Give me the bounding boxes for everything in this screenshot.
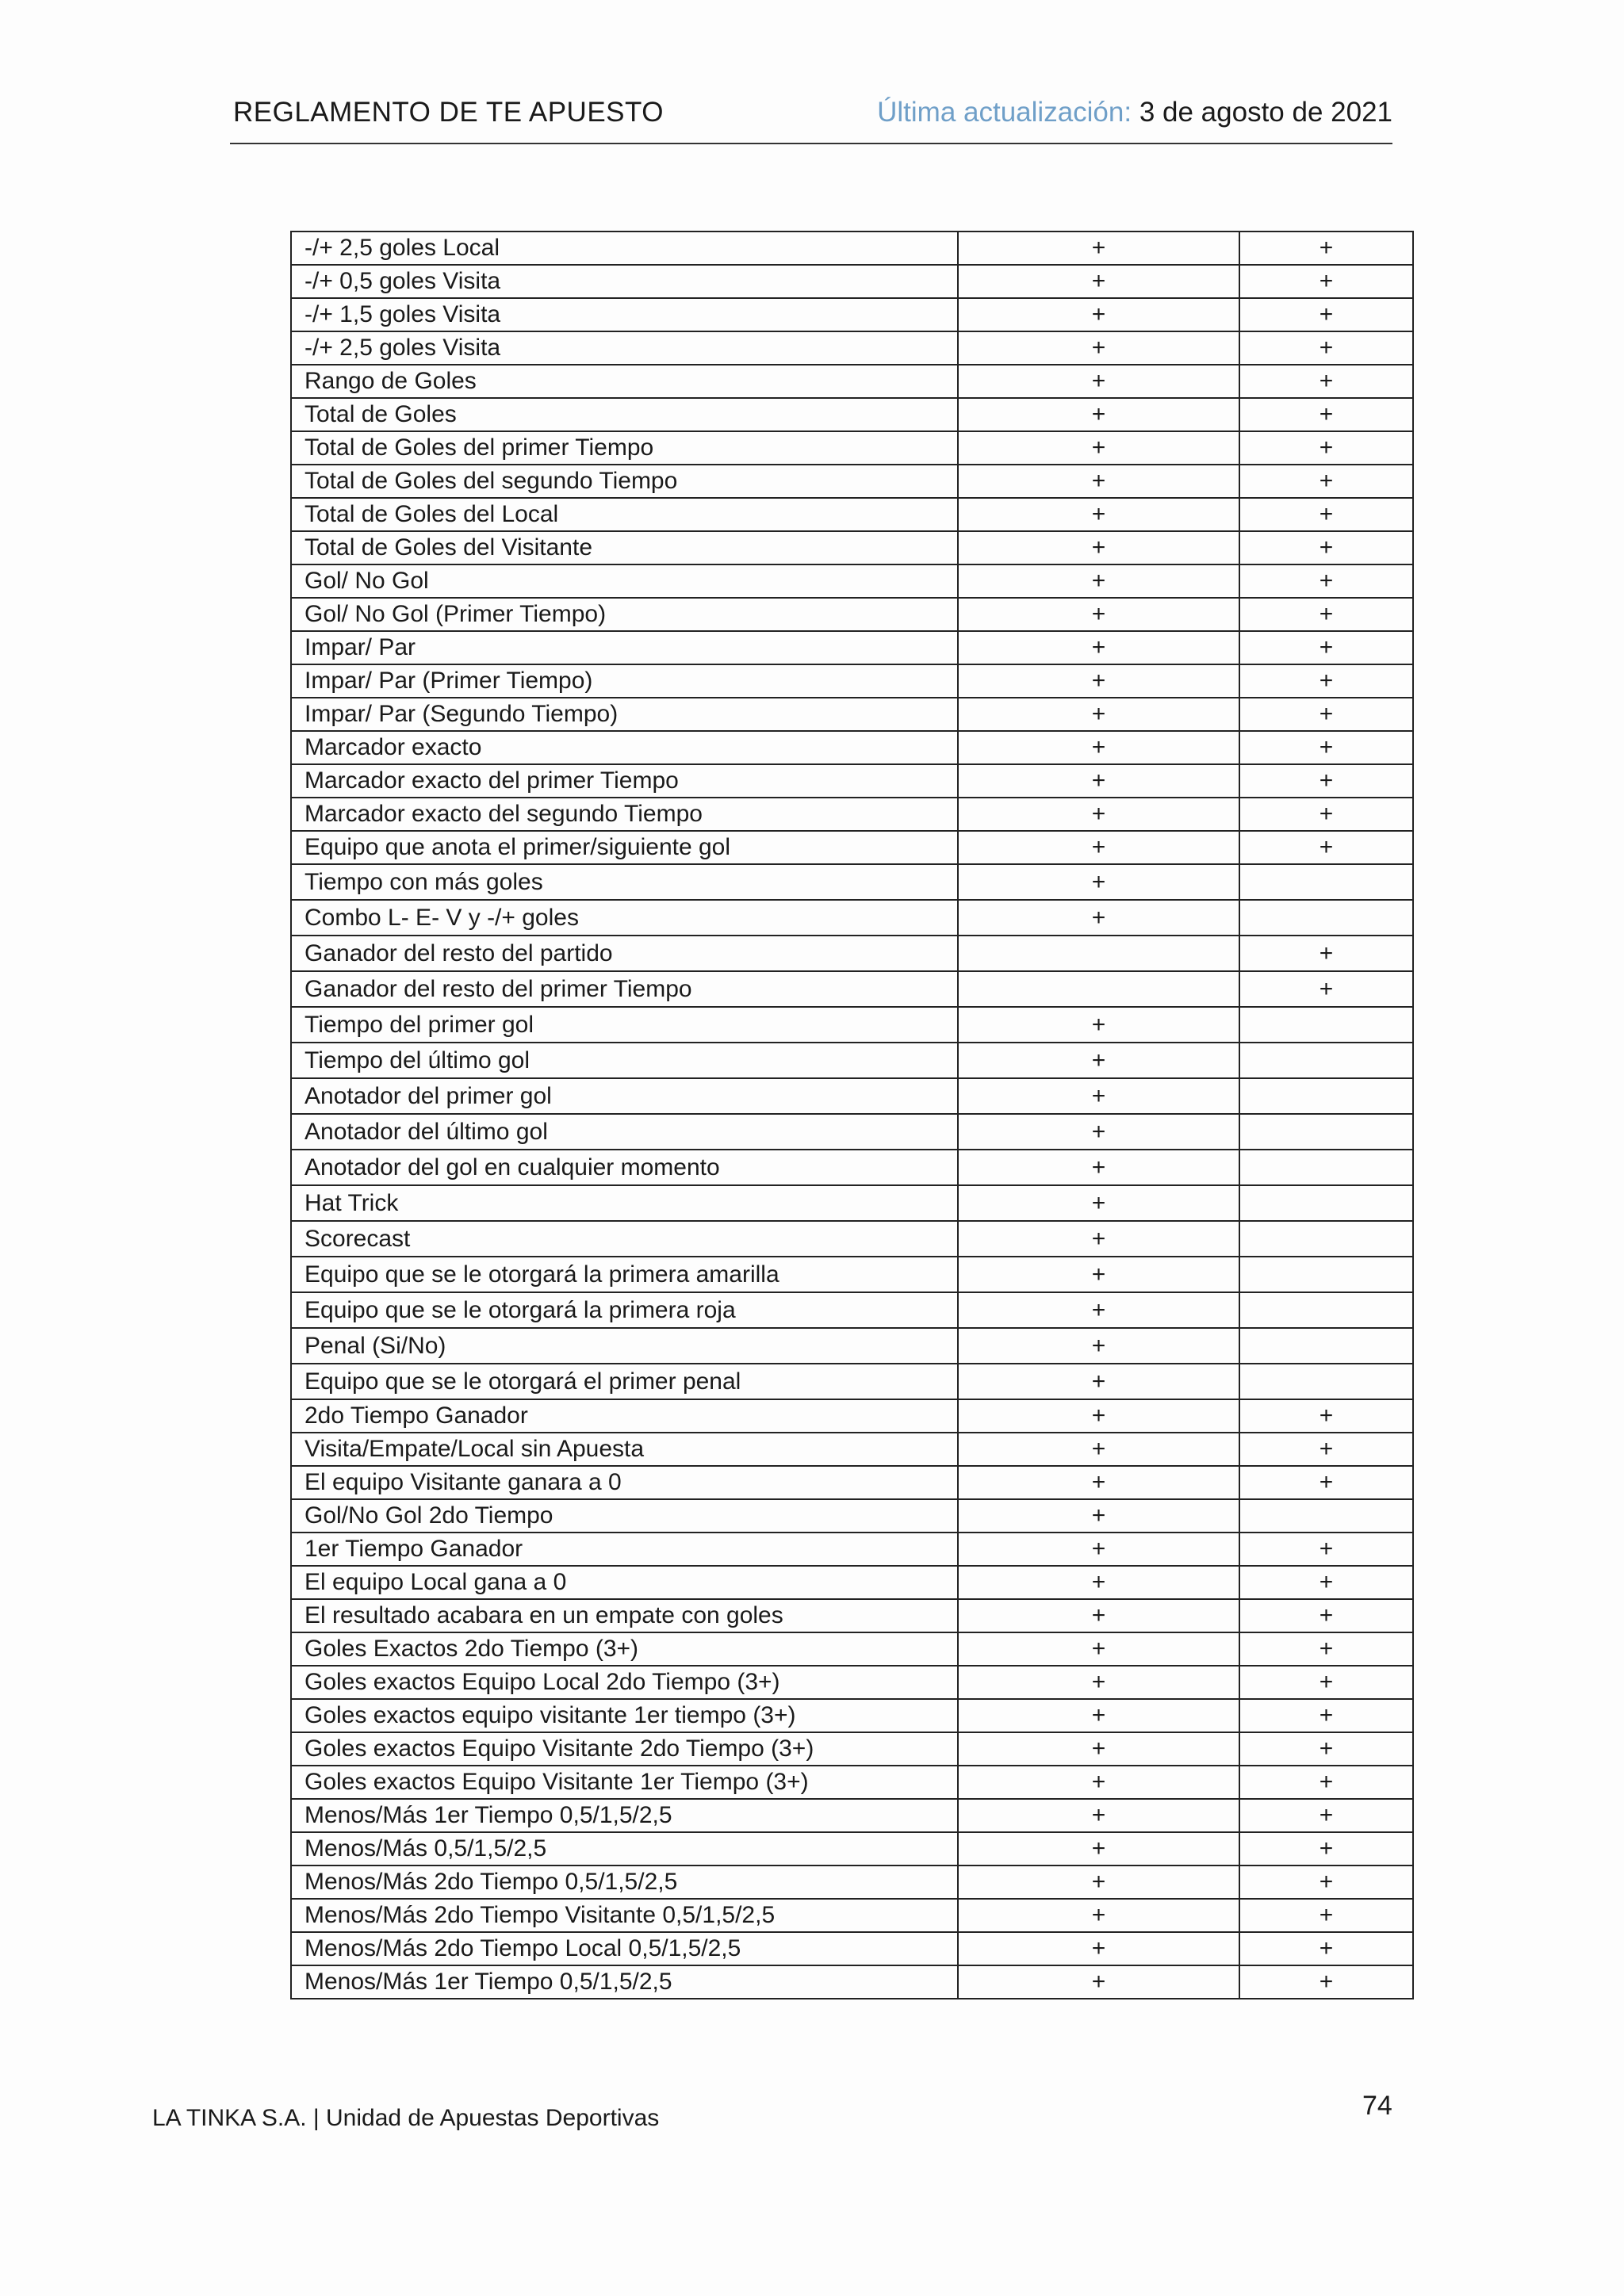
column-2-mark: + — [958, 1466, 1239, 1499]
bet-type-cell: Penal (Si/No) — [291, 1328, 958, 1364]
column-3-mark — [1239, 1114, 1413, 1150]
column-2-mark: + — [958, 331, 1239, 365]
column-3-mark: + — [1239, 398, 1413, 431]
table-row — [291, 971, 1413, 1007]
column-2-mark: + — [958, 1150, 1239, 1185]
bet-type-cell: Equipo que se le otorgará la primera amarilla — [291, 1257, 958, 1292]
column-3-mark — [1239, 1257, 1413, 1292]
column-3-mark — [1239, 1221, 1413, 1257]
table-row — [291, 1832, 1413, 1866]
column-2-mark: + — [958, 1732, 1239, 1766]
column-3-mark: + — [1239, 1632, 1413, 1666]
column-3-mark: + — [1239, 1766, 1413, 1799]
column-3-mark: + — [1239, 1433, 1413, 1466]
last-updated — [877, 97, 1392, 128]
column-3-mark: + — [1239, 1699, 1413, 1732]
column-3-mark: + — [1239, 465, 1413, 498]
column-2-mark: + — [958, 1364, 1239, 1399]
table-row — [291, 1043, 1413, 1078]
column-2-mark: + — [958, 498, 1239, 531]
bet-types-table-body — [291, 232, 1413, 1999]
table-row — [291, 232, 1413, 265]
column-3-mark: + — [1239, 531, 1413, 564]
table-row — [291, 298, 1413, 331]
table-row — [291, 465, 1413, 498]
bet-type-cell: Tiempo del último gol — [291, 1043, 958, 1078]
footer-company: LA TINKA S.A. | Unidad de Apuestas Deportivas — [152, 2105, 660, 2131]
table-row — [291, 631, 1413, 664]
column-3-mark: + — [1239, 971, 1413, 1007]
column-2-mark: + — [958, 465, 1239, 498]
bet-type-cell: -/+ 2,5 goles Local — [291, 232, 958, 265]
bet-type-cell: Equipo que se le otorgará la primera roja — [291, 1292, 958, 1328]
page-header — [230, 97, 1392, 144]
column-3-mark — [1239, 1150, 1413, 1185]
column-3-mark: + — [1239, 1666, 1413, 1699]
column-2-mark: + — [958, 900, 1239, 936]
bet-type-cell: Tiempo del primer gol — [291, 1007, 958, 1043]
column-2-mark: + — [958, 1965, 1239, 1999]
bet-type-cell: Menos/Más 2do Tiempo Local 0,5/1,5/2,5 — [291, 1932, 958, 1965]
bet-type-cell: Marcador exacto del segundo Tiempo — [291, 798, 958, 831]
table-row — [291, 1078, 1413, 1114]
table-row — [291, 1257, 1413, 1292]
table-row — [291, 1399, 1413, 1433]
document-title: REGLAMENTO DE TE APUESTO — [233, 97, 664, 128]
table-row — [291, 564, 1413, 598]
column-3-mark — [1239, 1499, 1413, 1533]
column-2-mark: + — [958, 1766, 1239, 1799]
bet-type-cell: Equipo que se le otorgará el primer penal — [291, 1364, 958, 1399]
column-3-mark — [1239, 900, 1413, 936]
column-3-mark: + — [1239, 1399, 1413, 1433]
table-row — [291, 798, 1413, 831]
column-2-mark: + — [958, 1499, 1239, 1533]
column-2-mark — [958, 936, 1239, 971]
column-2-mark: + — [958, 1599, 1239, 1632]
column-2-mark — [958, 971, 1239, 1007]
column-3-mark: + — [1239, 1932, 1413, 1965]
column-3-mark: + — [1239, 1533, 1413, 1566]
bet-type-cell: Menos/Más 1er Tiempo 0,5/1,5/2,5 — [291, 1965, 958, 1999]
column-2-mark: + — [958, 1399, 1239, 1433]
table-row — [291, 1150, 1413, 1185]
page-number: 74 — [1362, 2091, 1392, 2121]
column-3-mark: + — [1239, 1965, 1413, 1999]
column-2-mark: + — [958, 564, 1239, 598]
table-row — [291, 698, 1413, 731]
column-3-mark: + — [1239, 1566, 1413, 1599]
column-2-mark: + — [958, 1699, 1239, 1732]
table-row — [291, 1533, 1413, 1566]
table-row — [291, 1732, 1413, 1766]
bet-type-cell: -/+ 2,5 goles Visita — [291, 331, 958, 365]
table-row — [291, 531, 1413, 564]
bet-type-cell: Impar/ Par (Segundo Tiempo) — [291, 698, 958, 731]
column-3-mark: + — [1239, 1866, 1413, 1899]
column-2-mark: + — [958, 265, 1239, 298]
column-3-mark: + — [1239, 631, 1413, 664]
bet-type-cell: Anotador del primer gol — [291, 1078, 958, 1114]
table-row — [291, 1185, 1413, 1221]
column-3-mark — [1239, 1078, 1413, 1114]
bet-type-cell: Marcador exacto — [291, 731, 958, 764]
table-row — [291, 598, 1413, 631]
column-2-mark: + — [958, 1257, 1239, 1292]
column-2-mark: + — [958, 232, 1239, 265]
bet-type-cell: Total de Goles del primer Tiempo — [291, 431, 958, 465]
table-row — [291, 1466, 1413, 1499]
column-3-mark — [1239, 1328, 1413, 1364]
bet-type-cell: Tiempo con más goles — [291, 864, 958, 900]
table-row — [291, 1599, 1413, 1632]
column-3-mark: + — [1239, 936, 1413, 971]
table-row — [291, 1221, 1413, 1257]
table-row — [291, 331, 1413, 365]
table-row — [291, 431, 1413, 465]
table-row — [291, 900, 1413, 936]
bet-type-cell: Gol/No Gol 2do Tiempo — [291, 1499, 958, 1533]
bet-type-cell: Hat Trick — [291, 1185, 958, 1221]
column-3-mark — [1239, 1364, 1413, 1399]
bet-type-cell: Total de Goles del segundo Tiempo — [291, 465, 958, 498]
bet-type-cell: Menos/Más 2do Tiempo Visitante 0,5/1,5/2,5 — [291, 1899, 958, 1932]
table-row — [291, 1433, 1413, 1466]
bet-type-cell: Goles exactos equipo visitante 1er tiempo (3+) — [291, 1699, 958, 1732]
bet-type-cell: El equipo Local gana a 0 — [291, 1566, 958, 1599]
column-2-mark: + — [958, 1899, 1239, 1932]
last-updated-label: Última actualización: — [877, 97, 1132, 128]
bet-type-cell: Rango de Goles — [291, 365, 958, 398]
table-row — [291, 936, 1413, 971]
column-2-mark: + — [958, 831, 1239, 864]
table-row — [291, 664, 1413, 698]
column-2-mark: + — [958, 1043, 1239, 1078]
column-3-mark: + — [1239, 498, 1413, 531]
bet-type-cell: Scorecast — [291, 1221, 958, 1257]
bet-type-cell: Gol/ No Gol — [291, 564, 958, 598]
table-row — [291, 1007, 1413, 1043]
column-3-mark: + — [1239, 1466, 1413, 1499]
column-3-mark — [1239, 1185, 1413, 1221]
table-row — [291, 1932, 1413, 1965]
bet-type-cell: El equipo Visitante ganara a 0 — [291, 1466, 958, 1499]
table-row — [291, 864, 1413, 900]
column-2-mark: + — [958, 1566, 1239, 1599]
bet-type-cell: 1er Tiempo Ganador — [291, 1533, 958, 1566]
table-row — [291, 831, 1413, 864]
column-2-mark: + — [958, 1292, 1239, 1328]
bet-type-cell: Anotador del último gol — [291, 1114, 958, 1150]
column-2-mark: + — [958, 1433, 1239, 1466]
column-3-mark: + — [1239, 1599, 1413, 1632]
table-row — [291, 1965, 1413, 1999]
column-2-mark: + — [958, 598, 1239, 631]
table-row — [291, 365, 1413, 398]
column-2-mark: + — [958, 365, 1239, 398]
bet-type-cell: Total de Goles del Local — [291, 498, 958, 531]
bet-type-cell: Total de Goles — [291, 398, 958, 431]
column-3-mark: + — [1239, 1899, 1413, 1932]
table-row — [291, 764, 1413, 798]
column-2-mark: + — [958, 798, 1239, 831]
column-3-mark: + — [1239, 265, 1413, 298]
table-row — [291, 1114, 1413, 1150]
table-row — [291, 1666, 1413, 1699]
bet-type-cell: El resultado acabara en un empate con goles — [291, 1599, 958, 1632]
table-row — [291, 731, 1413, 764]
column-3-mark: + — [1239, 365, 1413, 398]
bet-type-cell: -/+ 1,5 goles Visita — [291, 298, 958, 331]
column-2-mark: + — [958, 1007, 1239, 1043]
bet-type-cell: Impar/ Par (Primer Tiempo) — [291, 664, 958, 698]
bet-type-cell: Menos/Más 1er Tiempo 0,5/1,5/2,5 — [291, 1799, 958, 1832]
table-row — [291, 1899, 1413, 1932]
column-3-mark: + — [1239, 232, 1413, 265]
table-row — [291, 1566, 1413, 1599]
bet-type-cell: Visita/Empate/Local sin Apuesta — [291, 1433, 958, 1466]
column-3-mark: + — [1239, 731, 1413, 764]
column-2-mark: + — [958, 1221, 1239, 1257]
bet-type-cell: Goles exactos Equipo Visitante 1er Tiempo (3+) — [291, 1766, 958, 1799]
bet-type-cell: Menos/Más 2do Tiempo 0,5/1,5/2,5 — [291, 1866, 958, 1899]
column-2-mark: + — [958, 531, 1239, 564]
column-3-mark — [1239, 1043, 1413, 1078]
column-3-mark: + — [1239, 431, 1413, 465]
bet-type-cell: Goles exactos Equipo Visitante 2do Tiempo (3+) — [291, 1732, 958, 1766]
bet-type-cell: Menos/Más 0,5/1,5/2,5 — [291, 1832, 958, 1866]
bet-type-cell: Ganador del resto del primer Tiempo — [291, 971, 958, 1007]
column-3-mark: + — [1239, 1732, 1413, 1766]
column-2-mark: + — [958, 1185, 1239, 1221]
table-row — [291, 1328, 1413, 1364]
bet-type-cell: Marcador exacto del primer Tiempo — [291, 764, 958, 798]
last-updated-date: 3 de agosto de 2021 — [1139, 97, 1392, 128]
table-row — [291, 1866, 1413, 1899]
column-2-mark: + — [958, 764, 1239, 798]
bet-type-cell: -/+ 0,5 goles Visita — [291, 265, 958, 298]
column-2-mark: + — [958, 731, 1239, 764]
column-2-mark: + — [958, 698, 1239, 731]
bet-type-cell: Total de Goles del Visitante — [291, 531, 958, 564]
column-2-mark: + — [958, 398, 1239, 431]
table-row — [291, 1292, 1413, 1328]
column-3-mark — [1239, 1007, 1413, 1043]
column-3-mark: + — [1239, 598, 1413, 631]
table-row — [291, 1799, 1413, 1832]
column-2-mark: + — [958, 1832, 1239, 1866]
bet-types-table — [290, 231, 1414, 1999]
column-2-mark: + — [958, 1114, 1239, 1150]
column-2-mark: + — [958, 431, 1239, 465]
column-3-mark: + — [1239, 764, 1413, 798]
column-2-mark: + — [958, 1632, 1239, 1666]
column-2-mark: + — [958, 1666, 1239, 1699]
table-row — [291, 1632, 1413, 1666]
column-3-mark: + — [1239, 331, 1413, 365]
column-2-mark: + — [958, 1078, 1239, 1114]
column-3-mark — [1239, 1292, 1413, 1328]
column-3-mark: + — [1239, 798, 1413, 831]
bet-type-cell: Gol/ No Gol (Primer Tiempo) — [291, 598, 958, 631]
table-row — [291, 1766, 1413, 1799]
bet-type-cell: Goles exactos Equipo Local 2do Tiempo (3+) — [291, 1666, 958, 1699]
table-row — [291, 1364, 1413, 1399]
column-3-mark: + — [1239, 831, 1413, 864]
column-2-mark: + — [958, 298, 1239, 331]
column-3-mark: + — [1239, 298, 1413, 331]
bet-type-cell: Anotador del gol en cualquier momento — [291, 1150, 958, 1185]
bet-type-cell: Ganador del resto del partido — [291, 936, 958, 971]
column-2-mark: + — [958, 631, 1239, 664]
column-2-mark: + — [958, 1799, 1239, 1832]
bet-type-cell: Equipo que anota el primer/siguiente gol — [291, 831, 958, 864]
table-row — [291, 498, 1413, 531]
bet-type-cell: Goles Exactos 2do Tiempo (3+) — [291, 1632, 958, 1666]
bet-type-cell: Combo L- E- V y -/+ goles — [291, 900, 958, 936]
column-2-mark: + — [958, 1866, 1239, 1899]
column-3-mark — [1239, 864, 1413, 900]
bet-type-cell: Impar/ Par — [291, 631, 958, 664]
column-3-mark: + — [1239, 698, 1413, 731]
column-2-mark: + — [958, 1533, 1239, 1566]
bet-type-cell: 2do Tiempo Ganador — [291, 1399, 958, 1433]
column-3-mark: + — [1239, 664, 1413, 698]
column-3-mark: + — [1239, 564, 1413, 598]
column-3-mark: + — [1239, 1799, 1413, 1832]
column-2-mark: + — [958, 864, 1239, 900]
column-2-mark: + — [958, 664, 1239, 698]
column-2-mark: + — [958, 1932, 1239, 1965]
table-row — [291, 1699, 1413, 1732]
column-2-mark: + — [958, 1328, 1239, 1364]
table-row — [291, 1499, 1413, 1533]
table-row — [291, 398, 1413, 431]
column-3-mark: + — [1239, 1832, 1413, 1866]
table-row — [291, 265, 1413, 298]
